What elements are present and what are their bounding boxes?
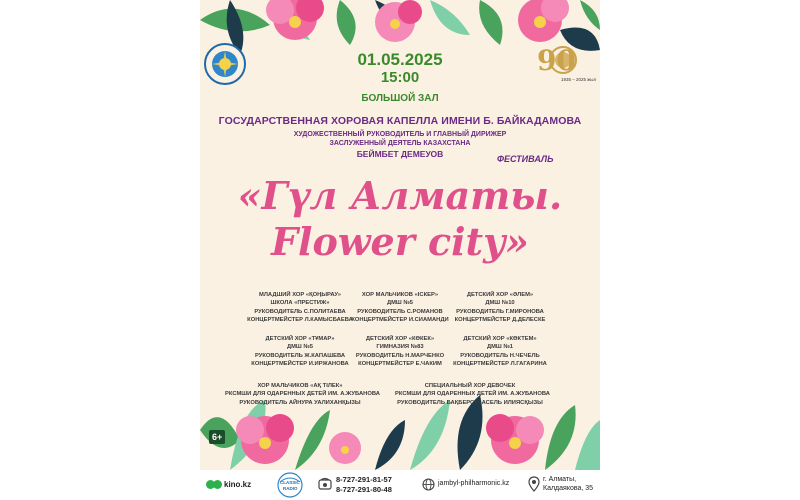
flower-icon: [518, 0, 569, 42]
event-date: 01.05.2025: [357, 50, 443, 69]
phone-icon: [318, 477, 332, 491]
choir-block: ХОР МАЛЬЧИКОВ «ІСКЕР» ДМШ №5 РУКОВОДИТЕЛЬ С.РОМАНОВ КОНЦЕРТМЕЙСТЕР И.СИАМАНДИ: [351, 292, 449, 324]
flower-icon: [266, 0, 324, 40]
festival-label: ФЕСТИВАЛЬ: [497, 154, 554, 164]
event-time: 15:00: [380, 69, 420, 86]
flower-icon: [486, 414, 544, 464]
radio-name-line2: RADIO: [283, 486, 298, 491]
choir-block: ДЕТСКИЙ ХОР «КӨКТЕМ» ДМШ №1 РУКОВОДИТЕЛЬ Н.ЧЕЧЕЛЬ КОНЦЕРТМЕЙСТЕР Л.ГАГАРИНА: [453, 336, 547, 368]
website-link[interactable]: jambyl-philharmonic.kz: [438, 480, 510, 487]
radio-name-line1: CLASSIC: [280, 480, 300, 485]
organizer-name: ГОСУДАРСТВЕННАЯ ХОРОВАЯ КАПЕЛЛА ИМЕНИ Б. БАЙКАДАМОВА: [218, 115, 582, 127]
flower-icon: [329, 432, 361, 464]
phone-number-2[interactable]: 8-727-291-80-48: [336, 485, 392, 494]
classic-radio-logo-icon: [276, 472, 304, 498]
director-name: БЕЙМБЕТ ДЕМЕУОВ: [356, 149, 444, 159]
phone-number-1[interactable]: 8-727-291-81-57: [336, 475, 392, 484]
festival-title-line1: «Гүл Алматы.: [237, 173, 563, 218]
festival-title-line2: Flower city»: [271, 219, 529, 264]
kino-link[interactable]: kino.kz: [224, 480, 252, 489]
choir-block: МЛАДШИЙ ХОР «ҚОҢЫРАУ» ШКОЛА «ПРЕСТИЖ» РУКОВОДИТЕЛЬ С.ПОЛИТАЕВА КОНЦЕРТМЕЙСТЕР Л.КАМЫСБАЕВА: [247, 292, 353, 324]
concert-poster: [200, 0, 600, 500]
globe-icon: [422, 478, 435, 491]
director-honor: ЗАСЛУЖЕННЫЙ ДЕЯТЕЛЬ КАЗАХСТАНА: [329, 140, 471, 147]
director-title: ХУДОЖЕСТВЕННЫЙ РУКОВОДИТЕЛЬ И ГЛАВНЫЙ ДИРИЖЕР: [293, 131, 507, 138]
choir-block: ХОР МАЛЬЧИКОВ «АҚ ТІЛЕК» РКСМШИ ДЛЯ ОДАРЕННЫХ ДЕТЕЙ ИМ. А.ЖУБАНОВА РУКОВОДИТЕЛЬ АЙНУРА УАЛИХАНҚЫЗЫ: [225, 383, 380, 406]
location-pin-icon: [528, 476, 540, 492]
choir-block: СПЕЦИАЛЬНЫЙ ХОР ДЕВОЧЕК РКСМШИ ДЛЯ ОДАРЕННЫХ ДЕТЕЙ ИМ. А.ЖУБАНОВА РУКОВОДИТЕЛЬ БАҚБЕРСІН АСЕЛЬ ИЛИЯСҚЫЗЫ: [395, 383, 550, 406]
badge-years: 1935 – 2025 жыл: [561, 77, 597, 82]
choir-block: ДЕТСКИЙ ХОР «КӨКЕК» ГИМНАЗИЯ №83 РУКОВОДИТЕЛЬ Н.МАРЧЕНКО КОНЦЕРТМЕЙСТЕР Е.ЧАКИМ: [355, 336, 445, 368]
choir-block: ДЕТСКИЙ ХОР «ТҰМАР» ДМШ №5 РУКОВОДИТЕЛЬ Ж.КАПАШЕВА КОНЦЕРТМЕЙСТЕР И.ИРЖАНОВА: [251, 336, 349, 368]
badge-number: 90: [537, 44, 576, 77]
age-rating-badge: 6+: [209, 430, 225, 444]
poster-footer: [200, 470, 600, 500]
kino-logo-icon: [206, 480, 222, 489]
event-hall: БОЛЬШОЙ ЗАЛ: [361, 93, 439, 104]
address-city: г. Алматы,: [543, 476, 577, 483]
choir-block: ДЕТСКИЙ ХОР «ӘЛЕМ» ДМШ №10 РУКОВОДИТЕЛЬ Г.МИРОНОВА КОНЦЕРТМЕЙСТЕР Д.ДЕЛЕСКЕ: [454, 292, 546, 324]
address-street: Калдаякова, 35: [543, 485, 594, 492]
